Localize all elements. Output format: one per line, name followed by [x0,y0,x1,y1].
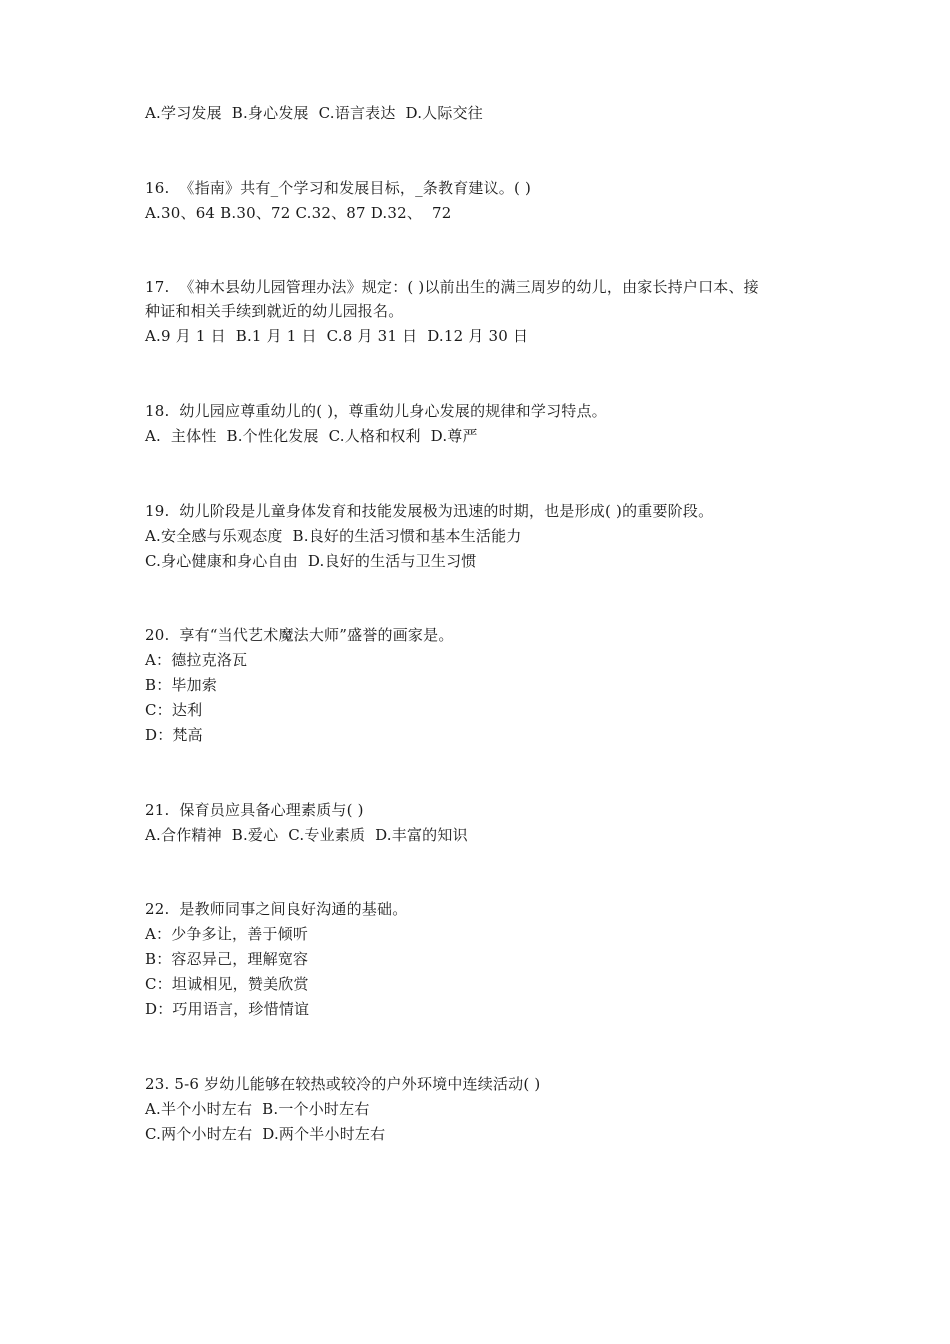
q22-option-d: D：巧用语言，珍惜情谊 [145,1000,310,1018]
q23-question: 23. 5-6 岁幼儿能够在较热或较冷的户外环境中连续活动( ) [145,1075,541,1093]
q16-options: A.30、64 B.30、72 C.32、87 D.32、 72 [145,204,452,222]
q15-options: A.学习发展 B.身心发展 C.语言表达 D.人际交往 [145,104,483,122]
q16-question: 16. 《指南》共有_个学习和发展目标，_条教育建议。( ) [145,179,532,197]
q23-options-cd: C.两个小时左右 D.两个半小时左右 [145,1125,386,1143]
q17-question-cont: 种证和相关手续到就近的幼儿园报名。 [145,302,404,320]
q17-question: 17. 《神木县幼儿园管理办法》规定：( )以前出生的满三周岁的幼儿，由家长持户口本、接 [145,278,759,296]
q19-options-cd: C.身心健康和身心自由 D.良好的生活与卫生习惯 [145,552,477,570]
q21-options: A.合作精神 B.爱心 C.专业素质 D.丰富的知识 [145,826,468,844]
q22-option-c: C：坦诚相见，赞美欣赏 [145,975,309,993]
q19-options-ab: A.安全感与乐观态度 B.良好的生活习惯和基本生活能力 [145,527,522,545]
q18-question: 18. 幼儿园应尊重幼儿的( )，尊重幼儿身心发展的规律和学习特点。 [145,402,607,420]
q17-options: A.9 月 1 日 B.1 月 1 日 C.8 月 31 日 D.12 月 30 日 [145,327,529,345]
q19-question: 19. 幼儿阶段是儿童身体发育和技能发展极为迅速的时期，也是形成( )的重要阶段。 [145,502,714,520]
q20-option-c: C：达利 [145,701,203,719]
q22-question: 22. 是教师同事之间良好沟通的基础。 [145,900,408,918]
q20-option-d: D：梵高 [145,726,203,744]
q22-option-b: B：容忍异己，理解宽容 [145,950,309,968]
q23-options-ab: A.半个小时左右 B.一个小时左右 [145,1100,370,1118]
q22-option-a: A：少争多让，善于倾听 [145,925,309,943]
q20-option-a: A：德拉克洛瓦 [145,651,248,669]
q21-question: 21. 保育员应具备心理素质与( ) [145,801,364,819]
q20-question: 20. 享有“当代艺术魔法大师”盛誉的画家是。 [145,626,454,644]
q20-option-b: B：毕加索 [145,676,218,694]
q18-options: A. 主体性 B.个性化发展 C.人格和权利 D.尊严 [145,427,478,445]
